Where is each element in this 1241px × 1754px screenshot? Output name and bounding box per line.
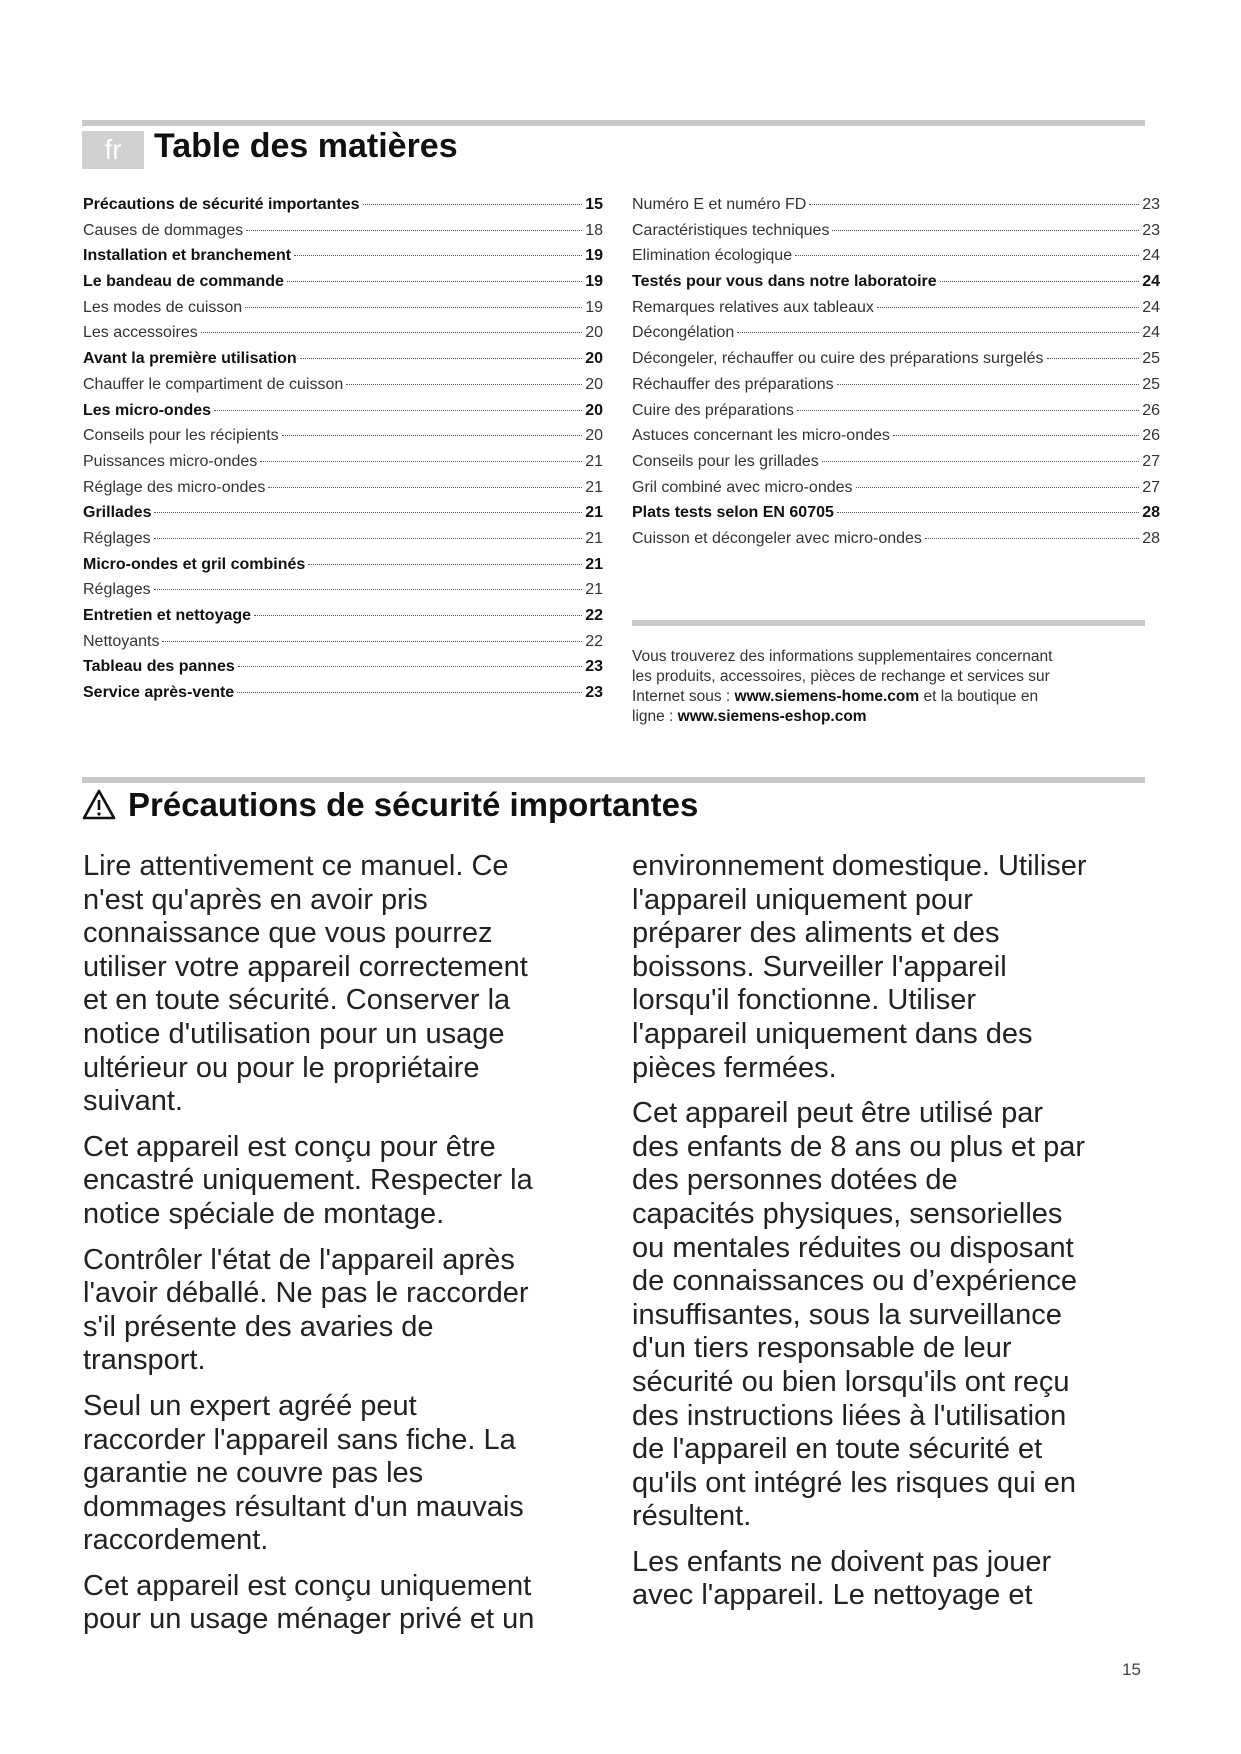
body-line: s'il présente des avaries de <box>83 1310 434 1343</box>
toc-entry-label: Réglages <box>83 581 151 599</box>
toc-entry[interactable] <box>632 196 1160 222</box>
toc-entry[interactable] <box>632 427 1160 453</box>
toc-entry[interactable] <box>83 324 603 350</box>
toc-entry-page: 21 <box>585 529 603 547</box>
body-line: Cet appareil est conçu uniquement <box>83 1569 532 1602</box>
toc-entry[interactable] <box>83 453 603 479</box>
toc-right-column <box>632 196 1160 556</box>
toc-entry-label: Astuces concernant les micro-ondes <box>632 427 890 445</box>
toc-leader-dots <box>795 255 1139 256</box>
toc-entry[interactable] <box>632 479 1160 505</box>
toc-leader-dots <box>893 435 1139 436</box>
toc-entry-label: Tableau des pannes <box>83 658 235 676</box>
body-line: n'est qu'après en avoir pris <box>83 883 428 916</box>
body-paragraph <box>83 1570 613 1637</box>
toc-entry[interactable] <box>83 530 603 556</box>
toc-entry[interactable] <box>83 350 603 376</box>
toc-entry-label: Conseils pour les récipients <box>83 427 279 445</box>
body-line: de l'appareil en toute sécurité et <box>632 1433 1043 1466</box>
toc-entry-label: Caractéristiques techniques <box>632 221 830 239</box>
toc-leader-dots <box>254 615 582 616</box>
toc-entry[interactable] <box>83 684 603 710</box>
toc-entry-page: 24 <box>1142 298 1160 316</box>
body-paragraph <box>83 1131 613 1232</box>
toc-left-column <box>83 196 603 710</box>
toc-entry-page: 24 <box>1142 324 1160 342</box>
toc-entry[interactable] <box>632 350 1160 376</box>
toc-entry[interactable] <box>632 247 1160 273</box>
toc-entry-label: Réglage des micro-ondes <box>83 478 266 496</box>
toc-entry-page: 22 <box>585 607 603 624</box>
toc-leader-dots <box>837 384 1140 385</box>
toc-entry-label: Décongélation <box>632 324 735 342</box>
body-line: raccorder l'appareil sans fiche. La <box>83 1423 516 1456</box>
toc-entry-label: Chauffer le compartiment de cuisson <box>83 375 344 393</box>
toc-entry-page: 20 <box>585 375 603 393</box>
toc-entry-label: Grillades <box>83 504 152 522</box>
body-line: avec l'appareil. Le nettoyage et <box>632 1579 1033 1612</box>
body-line: boissons. Surveiller l'appareil <box>632 950 1007 983</box>
toc-entry-page: 21 <box>585 581 603 599</box>
body-line: Seul un expert agréé peut <box>83 1389 417 1422</box>
toc-leader-dots <box>797 410 1139 411</box>
toc-entry[interactable] <box>632 530 1160 556</box>
body-line: et en toute sécurité. Conserver la <box>83 984 511 1017</box>
toc-entry-label: Installation et branchement <box>83 247 292 265</box>
toc-leader-dots <box>268 487 582 488</box>
toc-leader-dots <box>287 281 582 282</box>
toc-leader-dots <box>294 255 582 256</box>
body-line: dommages résultant d'un mauvais <box>83 1490 524 1523</box>
toc-leader-dots <box>238 666 582 667</box>
body-line: pour un usage ménager privé et un <box>83 1603 535 1636</box>
toc-leader-dots <box>237 692 582 693</box>
toc-entry-label: Les modes de cuisson <box>83 298 243 316</box>
toc-entry[interactable] <box>83 247 603 273</box>
body-line: des enfants de 8 ans ou plus et par <box>632 1130 1086 1163</box>
body-line: connaissance que vous pourrez <box>83 917 493 950</box>
toc-leader-dots <box>837 512 1139 513</box>
toc-entry-label: Elimination écologique <box>632 247 793 265</box>
toc-entry-label: Numéro E et numéro FD <box>632 196 807 213</box>
siemens-home-link[interactable]: www.siemens-home.com <box>734 688 920 705</box>
body-line: qu'ils ont intégré les risques qui en <box>632 1466 1077 1499</box>
toc-entry-page: 20 <box>585 427 603 445</box>
toc-entry-label: Testés pour vous dans notre laboratoire <box>632 273 937 291</box>
body-line: encastré uniquement. Respecter la <box>83 1164 533 1197</box>
toc-entry-label: Conseils pour les grillades <box>632 452 819 470</box>
body-line: notice d'utilisation pour un usage <box>83 1017 505 1050</box>
toc-entry-page: 21 <box>585 555 603 573</box>
toc-entry-label: Puissances micro-ondes <box>83 452 258 470</box>
body-paragraph <box>632 1546 1162 1613</box>
toc-entry[interactable] <box>83 222 603 248</box>
toc-entry-label: Réchauffer des préparations <box>632 375 834 393</box>
toc-entry-label: Remarques relatives aux tableaux <box>632 298 874 316</box>
toc-entry-label: Décongeler, réchauffer ou cuire des préparations surgelés <box>632 350 1044 368</box>
toc-entry-label: Plats tests selon EN 60705 <box>632 504 834 522</box>
toc-entry-page: 28 <box>1142 504 1160 522</box>
body-line: Contrôler l'état de l'appareil après <box>83 1243 515 1276</box>
toc-entry-label: Précautions de sécurité importantes <box>83 196 360 213</box>
body-right-column <box>632 850 1162 1625</box>
toc-leader-dots <box>832 230 1139 231</box>
body-line: Les enfants ne doivent pas jouer <box>632 1545 1052 1578</box>
toc-entry-page: 26 <box>1142 427 1160 445</box>
toc-entry-page: 19 <box>585 247 603 265</box>
toc-entry[interactable] <box>632 273 1160 299</box>
language-tag: fr <box>82 131 144 169</box>
toc-entry-page: 27 <box>1142 478 1160 496</box>
warning-triangle-icon <box>82 788 116 822</box>
body-line: Lire attentivement ce manuel. Ce <box>83 850 509 882</box>
toc-entry-label: Nettoyants <box>83 632 160 650</box>
body-line: notice spéciale de montage. <box>83 1197 445 1230</box>
body-left-column <box>83 850 613 1649</box>
toc-leader-dots <box>214 410 582 411</box>
info-line: ligne : www.siemens-eshop.com <box>632 708 867 725</box>
toc-entry-page: 26 <box>1142 401 1160 419</box>
toc-entry-page: 24 <box>1142 273 1160 291</box>
toc-entry[interactable] <box>632 324 1160 350</box>
body-paragraph <box>83 1390 613 1558</box>
toc-entry-label: Réglages <box>83 529 151 547</box>
toc-leader-dots <box>162 641 582 642</box>
toc-entry-page: 24 <box>1142 247 1160 265</box>
body-line: Cet appareil est conçu pour être <box>83 1130 496 1163</box>
body-line: insuffisantes, sous la surveillance <box>632 1298 1062 1331</box>
siemens-eshop-link[interactable]: www.siemens-eshop.com <box>677 708 867 725</box>
toc-entry-label: Gril combiné avec micro-ondes <box>632 478 853 496</box>
toc-entry[interactable] <box>83 376 603 402</box>
toc-leader-dots <box>809 204 1139 205</box>
top-divider <box>82 120 1145 126</box>
toc-entry-page: 28 <box>1142 529 1160 547</box>
toc-entry-page: 15 <box>585 196 603 213</box>
body-line: l'avoir déballé. Ne pas le raccorder <box>83 1277 529 1310</box>
body-line: résultent. <box>632 1500 752 1533</box>
toc-entry[interactable] <box>83 479 603 505</box>
toc-entry-page: 19 <box>585 298 603 316</box>
toc-entry[interactable] <box>632 504 1160 530</box>
toc-leader-dots <box>154 589 583 590</box>
toc-entry-page: 23 <box>585 684 603 702</box>
toc-entry-page: 27 <box>1142 452 1160 470</box>
body-line: d'un tiers responsable de leur <box>632 1332 1012 1365</box>
body-paragraph <box>632 1097 1162 1534</box>
info-divider <box>632 620 1145 626</box>
toc-leader-dots <box>346 384 582 385</box>
toc-entry-page: 25 <box>1142 350 1160 368</box>
body-line: raccordement. <box>83 1524 269 1557</box>
body-line: pièces fermées. <box>632 1051 837 1084</box>
section-divider <box>82 777 1145 783</box>
toc-entry-page: 21 <box>585 504 603 522</box>
toc-entry-page: 18 <box>585 221 603 239</box>
toc-entry[interactable] <box>83 658 603 684</box>
toc-entry[interactable] <box>83 273 603 299</box>
toc-entry-label: Avant la première utilisation <box>83 350 297 368</box>
toc-entry-label: Cuire des préparations <box>632 401 794 419</box>
toc-leader-dots <box>737 332 1139 333</box>
toc-entry-label: Les accessoires <box>83 324 198 342</box>
toc-leader-dots <box>300 358 583 359</box>
toc-entry[interactable] <box>83 556 603 582</box>
body-paragraph <box>83 850 613 1119</box>
toc-leader-dots <box>877 307 1139 308</box>
toc-leader-dots <box>154 538 583 539</box>
toc-entry-label: Micro-ondes et gril combinés <box>83 555 306 573</box>
toc-leader-dots <box>1047 358 1140 359</box>
toc-entry-label: Cuisson et décongeler avec micro-ondes <box>632 529 922 547</box>
toc-entry-page: 20 <box>585 324 603 342</box>
toc-entry-page: 23 <box>1142 221 1160 239</box>
toc-leader-dots <box>246 230 582 231</box>
body-line: Cet appareil peut être utilisé par <box>632 1097 1044 1130</box>
body-line: utiliser votre appareil correctement <box>83 950 528 983</box>
toc-entry-page: 19 <box>585 273 603 291</box>
toc-entry-label: Causes de dommages <box>83 221 244 239</box>
body-line: ultérieur ou pour le propriétaire <box>83 1051 480 1084</box>
toc-entry[interactable] <box>83 633 603 659</box>
body-line: lorsqu'il fonctionne. Utiliser <box>632 984 977 1017</box>
toc-entry-page: 23 <box>1142 196 1160 213</box>
toc-entry[interactable] <box>632 402 1160 428</box>
toc-leader-dots <box>154 512 582 513</box>
toc-leader-dots <box>308 564 582 565</box>
toc-leader-dots <box>925 538 1139 539</box>
toc-entry[interactable] <box>632 222 1160 248</box>
body-line: sécurité ou bien lorsqu'ils ont reçu <box>632 1365 1070 1398</box>
toc-leader-dots <box>245 307 582 308</box>
body-paragraph <box>83 1244 613 1378</box>
toc-leader-dots <box>363 204 583 205</box>
toc-entry-page: 20 <box>585 401 603 419</box>
toc-title: Table des matières <box>154 127 458 165</box>
toc-entry-label: Les micro-ondes <box>83 401 212 419</box>
toc-entry-page: 20 <box>585 350 603 368</box>
toc-entry-page: 22 <box>585 632 603 650</box>
toc-leader-dots <box>856 487 1140 488</box>
toc-entry[interactable] <box>83 299 603 325</box>
toc-entry[interactable] <box>83 427 603 453</box>
toc-entry-page: 25 <box>1142 375 1160 393</box>
body-line: transport. <box>83 1344 206 1377</box>
toc-entry[interactable] <box>83 402 603 428</box>
toc-leader-dots <box>282 435 583 436</box>
info-line: Internet sous : www.siemens-home.com et la boutique en <box>632 688 1039 705</box>
toc-entry-label: Entretien et nettoyage <box>83 607 252 624</box>
toc-leader-dots <box>260 461 582 462</box>
section-heading <box>82 786 698 824</box>
toc-leader-dots <box>201 332 582 333</box>
toc-entry-label: Le bandeau de commande <box>83 273 284 291</box>
body-line: des personnes dotées de <box>632 1164 958 1197</box>
info-line: Vous trouverez des informations supplementaires concernant <box>632 648 1053 665</box>
page-number: 15 <box>1122 1660 1141 1679</box>
toc-entry-page: 21 <box>585 478 603 496</box>
info-line: les produits, accessoires, pièces de rechange et services sur <box>632 668 1050 685</box>
body-line: l'appareil uniquement dans des <box>632 1017 1033 1050</box>
toc-leader-dots <box>940 281 1140 282</box>
toc-leader-dots <box>822 461 1139 462</box>
body-line: suivant. <box>83 1085 183 1118</box>
body-line: capacités physiques, sensorielles <box>632 1197 1063 1230</box>
section-title: Précautions de sécurité importantes <box>128 786 699 823</box>
body-line: de connaissances ou d’expérience <box>632 1265 1077 1298</box>
body-line: des instructions liées à l'utilisation <box>632 1399 1067 1432</box>
body-line: préparer des aliments et des <box>632 917 1000 950</box>
body-paragraph <box>632 850 1162 1085</box>
toc-entry-page: 21 <box>585 452 603 470</box>
toc-entry[interactable] <box>632 453 1160 479</box>
toc-entry[interactable] <box>83 196 603 222</box>
toc-entry-label: Service après-vente <box>83 684 235 702</box>
info-note <box>632 647 1152 727</box>
body-line: garantie ne couvre pas les <box>83 1457 424 1490</box>
body-line: l'appareil uniquement pour <box>632 883 973 916</box>
body-line: environnement domestique. Utiliser <box>632 850 1087 882</box>
toc-entry-page: 23 <box>585 658 603 676</box>
toc-entry[interactable] <box>83 607 603 633</box>
toc-entry[interactable] <box>83 581 603 607</box>
toc-entry[interactable] <box>632 376 1160 402</box>
body-line: ou mentales réduites ou disposant <box>632 1231 1074 1264</box>
toc-entry[interactable] <box>632 299 1160 325</box>
toc-entry[interactable] <box>83 504 603 530</box>
